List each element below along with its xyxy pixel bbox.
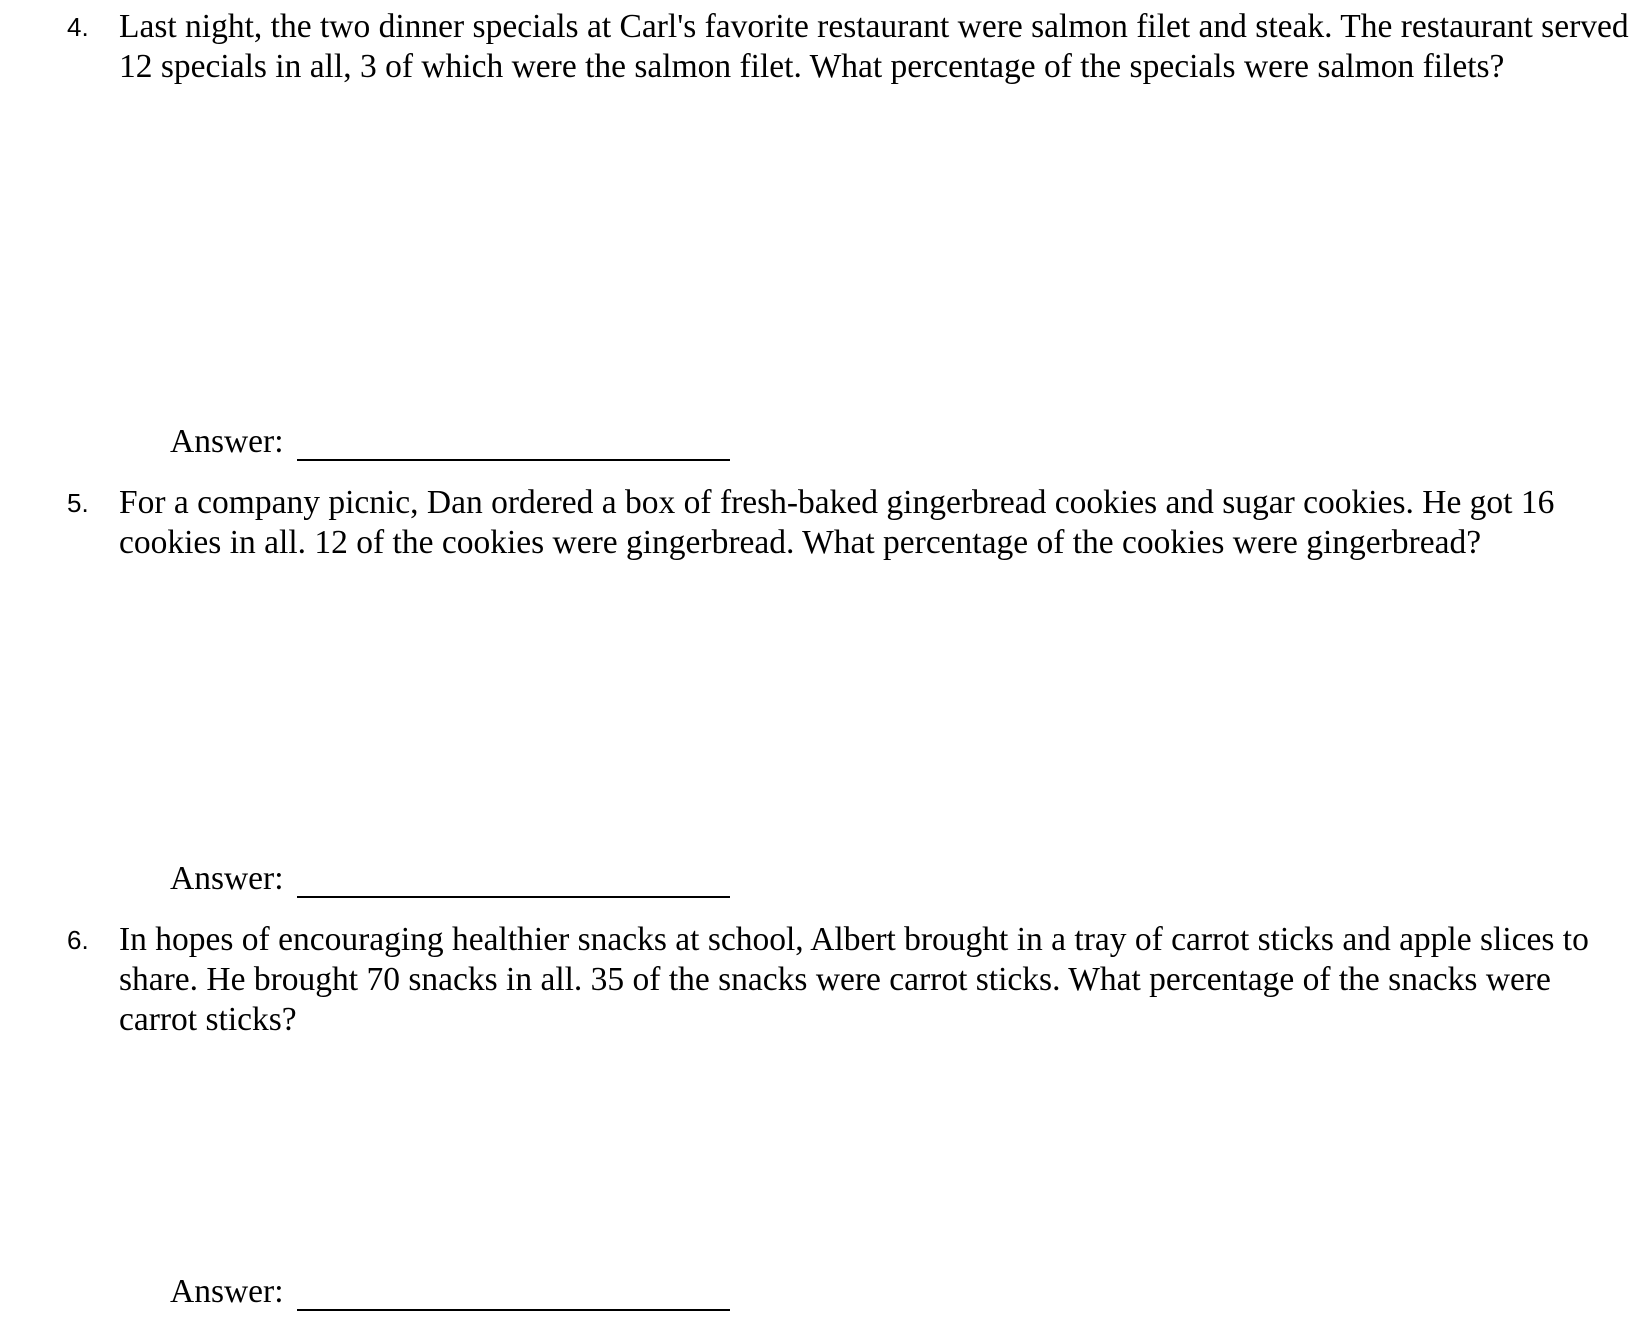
- problem-text: In hopes of encouraging healthier snacks at school, Albert brought in a tray of carrot sticks and apple slices to share. He brought 70 snacks in all. 35 of the snacks were carrot sticks. What percentage of the snacks were carrot sticks?: [119, 921, 1589, 1038]
- answer-row-4: [170, 420, 730, 464]
- problem-text: For a company picnic, Dan ordered a box of fresh-baked gingerbread cookies and sugar cookies. He got 16 cookies in all. 12 of the cookies were gingerbread. What percentage of the cookies were gingerbread?: [119, 484, 1555, 561]
- answer-label: Answer:: [170, 423, 284, 460]
- problem-number: 5.: [67, 488, 89, 518]
- problem-number: 4.: [67, 12, 89, 42]
- answer-label: Answer:: [170, 860, 284, 897]
- answer-field[interactable]: [297, 896, 730, 898]
- answer-field[interactable]: [297, 1309, 730, 1311]
- answer-label: Answer:: [170, 1273, 284, 1310]
- problem-text: Last night, the two dinner specials at Carl's favorite restaurant were salmon filet and steak. The restaurant served 12 specials in all, 3 of which were the salmon filet. What percentage of the specials were salmon filets?: [119, 8, 1629, 85]
- answer-field[interactable]: [297, 459, 730, 461]
- answer-row-5: [170, 857, 730, 901]
- problem-number: 6.: [67, 925, 89, 955]
- answer-row-6: [170, 1270, 730, 1314]
